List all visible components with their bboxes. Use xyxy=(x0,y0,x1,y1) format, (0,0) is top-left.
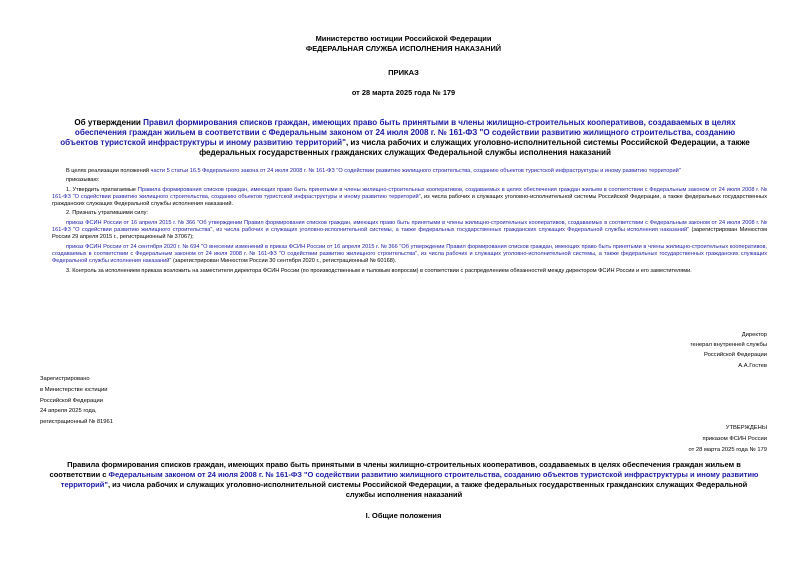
approved-label: УТВЕРЖДЕНЫ xyxy=(725,425,767,431)
registration-line-2: в Министерстве юстиции xyxy=(40,386,108,393)
repealed-order-1 xyxy=(52,220,767,242)
rules-title-part-1: Правила формирования списков граждан, имеющих право быть принятыми в члены жилищно-строительных кооперативов, создаваемых в целях обеспечения граждан жильем в соответствии с xyxy=(49,460,741,479)
signature-name: А.А.Гостев xyxy=(738,362,767,369)
registration-line-5: регистрационный № 81961 xyxy=(40,419,113,426)
signature-block xyxy=(690,330,767,371)
rules-title-part-2: , из числа рабочих и служащих уголовно-исполнительной системы Российской Федерации, а также федеральных государственных гражданских служащих Федеральной службы исполнения наказаний xyxy=(107,480,748,499)
title-rules-link[interactable]: Правил формирования списков граждан, имеющих право быть принятыми в члены жилищно-строительных кооперативов, создаваемых в целях обеспечения граждан жильем в соответствии с Федеральным законом от 24 июля 2008 г. № 161-ФЗ "О содействии развитию жилищного строительства, созданию объектов туристской инфраструктуры и иному развитию территорий" xyxy=(60,118,736,147)
repealed-order-2-link[interactable]: приказ ФСИН России от 24 сентября 2020 г. № 694 "О внесении изменений в приказ ФСИН России от 16 апреля 2015 г. № 366 "Об утверждении Правил формирования списков граждан, имеющих право быть принятыми в члены жилищно-строительных кооперативов, создаваемых в соответствии с Федеральным законом от 24 июля 2008 г. № 161-ФЗ "О содействии развитию жилищного строительства", из числа рабочих и служащих уголовно-исполнительной системы, а также федеральных государственных гражданских служащих Федеральной службы исполнения наказаний" xyxy=(52,243,767,265)
law-article-link[interactable]: части 5 статьи 16.5 Федерального закона от 24 июля 2008 г. № 161-ФЗ "О содействии развитию жилищного строительства, созданию объектов туристской инфраструктуры и иному развитию территорий" xyxy=(150,168,681,174)
approved-block xyxy=(689,423,767,456)
service-header: ФЕДЕРАЛЬНАЯ СЛУЖБА ИСПОЛНЕНИЯ НАКАЗАНИЙ xyxy=(305,44,502,53)
order-body xyxy=(52,168,767,275)
item-2-paragraph: 2. Признать утратившими силу: xyxy=(66,210,148,217)
repealed-order-1-link[interactable]: приказ ФСИН России от 16 апреля 2015 г. № 366 "Об утверждении Правил формирования списков граждан, имеющих право быть принятыми в члены жилищно-строительных кооперативов, создаваемых в соответствии с Федеральным законом от 24 июля 2008 г. № 161-ФЗ "О содействии развитию жилищного строительства", из числа рабочих и служащих уголовно-исполнительной системы, а также федеральных государственных гражданских служащих Федеральной службы исполнения наказаний" xyxy=(52,219,767,234)
rules-link[interactable]: Правила формирования списков граждан, имеющих право быть принятыми в члены жилищно-строительных кооперативов, создаваемых в целях обеспечения граждан жильем в соответствии с Федеральным законом от 24 июля 2008 г. № 161-ФЗ "О содействии развитию жилищного строительства, созданию объектов туристской инфраструктуры и иному развитию территорий" xyxy=(52,186,767,200)
order-word: приказываю: xyxy=(66,177,100,184)
doc-type: ПРИКАЗ xyxy=(388,68,419,77)
preamble-prefix: В целях реализации положений xyxy=(66,168,151,174)
repealed-order-2-suffix: (зарегистрирован Минюстом России 30 сентября 2020 г., регистрационный № 60168). xyxy=(171,258,397,265)
item-1-paragraph xyxy=(52,187,767,209)
registration-block xyxy=(40,374,113,428)
order-title xyxy=(58,118,752,158)
repealed-order-2 xyxy=(52,244,767,266)
signature-country: Российской Федерации xyxy=(703,352,767,359)
signature-rank: генерал внутренней службы xyxy=(690,342,767,349)
registration-line-4: 24 апреля 2025 года, xyxy=(40,408,97,415)
title-suffix: , из числа рабочих и служащих уголовно-исполнительной системы Российской Федерации, а также федеральных государственных гражданских служащих Федеральной службы исполнения наказаний xyxy=(199,138,750,157)
approved-by: приказом ФСИН России xyxy=(702,436,767,442)
repealed-order-1-suffix: (зарегистрирован Минюстом России 29 апреля 2015 г., регистрационный № 37067); xyxy=(52,227,767,241)
ministry-header: Министерство юстиции Российской Федерации xyxy=(315,34,492,43)
doc-date-number: от 28 марта 2025 года № 179 xyxy=(351,88,456,97)
registration-line-1: Зарегистрировано xyxy=(40,376,90,382)
item-1-suffix: , из числа рабочих и служащих уголовно-исполнительной системы Российской Федерации, а также федеральных государственных гражданских служащих Федеральной службы исполнения наказаний. xyxy=(52,193,767,208)
title-prefix: Об утверждении xyxy=(74,118,144,127)
section-heading: I. Общие положения xyxy=(365,511,442,520)
preamble-paragraph xyxy=(52,168,767,175)
rules-title xyxy=(48,460,760,500)
item-3-paragraph: 3. Контроль за исполнением приказа возложить на заместителя директора ФСИН России (по производственным и тыловым вопросам) в соответствии с распределением обязанностей между директором ФСИН России и его заместителями. xyxy=(66,267,692,274)
rules-title-law-link[interactable]: Федеральным законом от 24 июля 2008 г. № 161-ФЗ "О содействии развитию жилищного строительства, созданию объектов туристской инфраструктуры и иному развитию территорий" xyxy=(60,470,759,489)
registration-line-3: Российской Федерации xyxy=(40,397,104,404)
item-1-prefix: 1. Утвердить прилагаемые xyxy=(66,186,138,193)
signature-position: Директор xyxy=(741,332,767,338)
approved-date: от 28 марта 2025 года № 179 xyxy=(688,447,767,453)
